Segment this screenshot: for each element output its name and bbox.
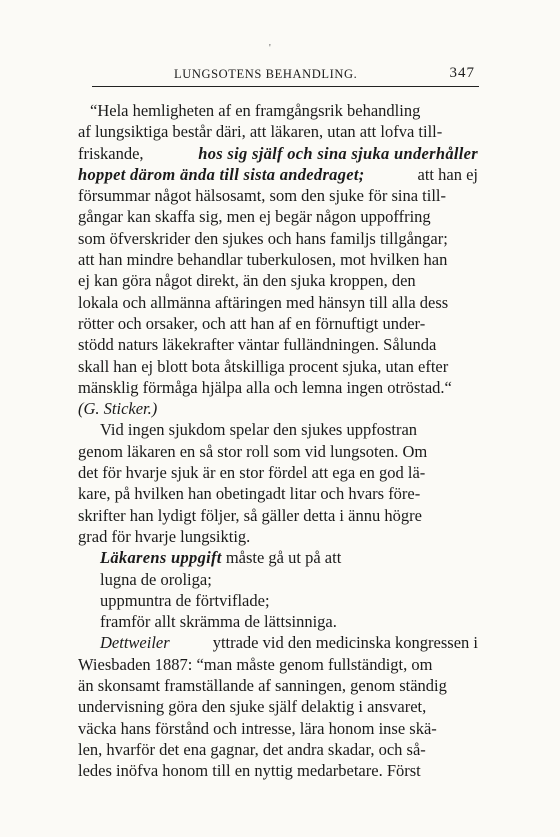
text-line: lokala och allmänna aftäringen med hänsyn till alla dess <box>78 292 449 312</box>
text-line: väcka hans förstånd och intresse, lära honom inse skä- <box>78 718 437 738</box>
text-line: stödd naturs läkekrafter väntar fulländningen. Sålunda <box>78 335 437 355</box>
text-line: ledes inöfva honom till en nyttig medarbetare. Först <box>78 761 421 781</box>
text-line: len, hvarför det ena gagnar, det andra skadar, och så- <box>78 739 426 759</box>
print-speck: ' <box>269 43 271 54</box>
list-item: framför allt skrämma de lättsinniga. <box>100 612 337 632</box>
text-line: försummar något hälsosamt, som den sjuke för sina till- <box>78 186 446 206</box>
body-text <box>78 100 478 782</box>
text-line: Läkarens uppgift måste gå ut på att <box>100 548 342 568</box>
text-line: det för hvarje sjuk är en stor fördel att ega en god lä- <box>78 463 426 483</box>
text-line: rötter och orsaker, och att han af en förnuftigt under- <box>78 313 426 333</box>
text-line: mänsklig förmåga hjälpa alla och lemna ingen otröstad.“ <box>78 377 452 397</box>
text-line: skall han ej blott bota åtskilliga procent sjuka, utan efter <box>78 356 449 376</box>
text-line: friskande, hos sig själf och sina sjuka underhåller <box>78 143 478 163</box>
text-line: af lungsiktiga består däri, att läkaren, utan att lofva till- <box>78 122 443 142</box>
quote-attribution: (G. Sticker.) <box>78 399 158 419</box>
list-item: lugna de oroliga; <box>100 569 212 589</box>
text-line: gångar kan skaffa sig, men ej begär någon uppoffring <box>78 207 431 227</box>
text-line: skrifter han lydigt följer, så gäller detta i ännu högre <box>78 505 422 525</box>
text-line: ej kan göra något direkt, än den sjuka kroppen, den <box>78 271 416 291</box>
text-line: att han mindre behandlar tuberkulosen, mot hvilken han <box>78 250 448 270</box>
text-line: hoppet därom ända till sista andedraget; att han ej <box>78 164 478 184</box>
text-line: “Hela hemligheten af en framgångsrik behandling <box>90 101 421 120</box>
text-line: än skonsamt framställande af sanningen, genom ständig <box>78 676 447 696</box>
text-line: genom läkaren en så stor roll som vid lungsoten. Om <box>78 441 428 461</box>
text-line: grad för hvarje lungsiktig. <box>78 526 251 546</box>
text-line: Wiesbaden 1887: “man måste genom fullständigt, om <box>78 654 433 674</box>
text-line: undervisning göra den sjuke själf delaktig i ansvaret, <box>78 697 427 717</box>
running-head: LUNGSOTENS BEHANDLING. <box>174 67 358 81</box>
list-item: uppmuntra de förtviflade; <box>100 590 270 610</box>
text-line: Dettweiler yttrade vid den medicinska kongressen i <box>100 633 478 653</box>
page-header <box>92 64 479 87</box>
text-line: Vid ingen sjukdom spelar den sjukes uppfostran <box>100 420 418 440</box>
text-line: kare, på hvilken han obetingadt litar och hvars före- <box>78 484 421 504</box>
text-line: som öfverskrider den sjukes och hans familjs tillgångar; <box>78 228 448 248</box>
page-number: 347 <box>449 65 475 81</box>
